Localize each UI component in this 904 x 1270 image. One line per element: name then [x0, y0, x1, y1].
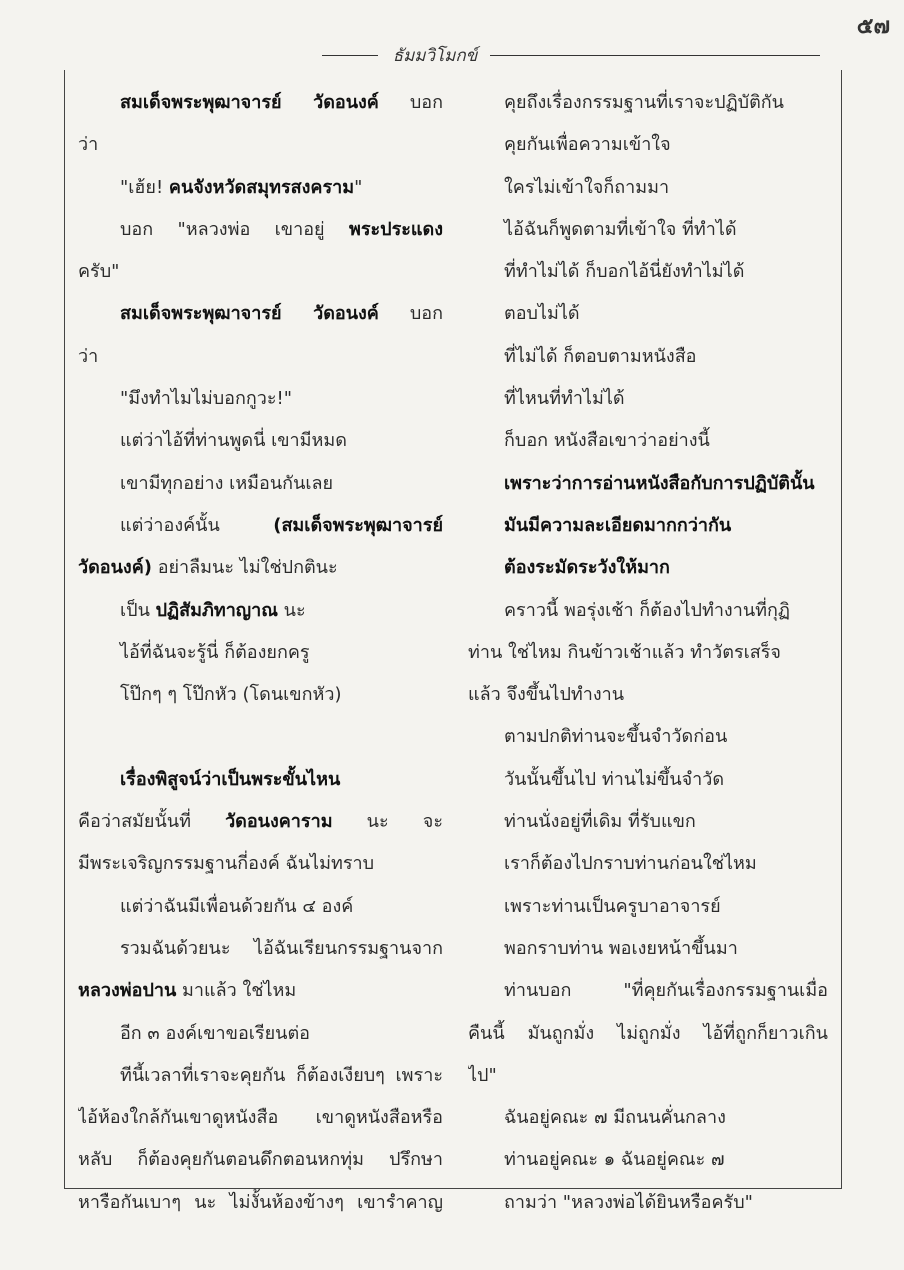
left-column: [78, 82, 443, 1224]
text-line: [78, 420, 443, 462]
text-line: [78, 674, 443, 716]
text-line: [78, 209, 443, 251]
text-segment: "มึงทำไมไม่บอกกูวะ!": [120, 388, 293, 410]
page-number: ๕๗: [856, 14, 890, 39]
bold-text: (สมเด็จพระพุฒาจารย์: [273, 514, 443, 536]
bold-text: สมเด็จพระพุฒาจารย์ วัดอนงค์: [120, 303, 379, 325]
text-line: [78, 1139, 443, 1181]
header-title: ธัมมวิโมกข์: [392, 46, 478, 66]
text-line: [468, 293, 828, 335]
text-segment: นะ: [277, 599, 306, 621]
running-header: [0, 42, 904, 72]
text-line: [468, 209, 828, 251]
text-line: [78, 547, 443, 589]
text-segment: คุยกันเพื่อความเข้าใจ: [504, 134, 671, 156]
bold-text: คนจังหวัดสมุทรสงคราม: [168, 176, 355, 198]
text-line: [78, 1055, 443, 1097]
text-segment: โป๊กๆ ๆ โป๊กหัว (โดนเขกหัว): [120, 684, 342, 706]
text-segment: ": [354, 176, 363, 198]
text-segment: หารือกันเบาๆ นะ ไม่งั้นห้องข้างๆ เขารำคาญ: [78, 1191, 443, 1213]
header-rule-right: [490, 55, 820, 56]
text-segment: ที่ทำไม่ได้ ก็บอกไอ้นี่ยังทำไม่ได้: [504, 261, 745, 283]
bold-text: วัดอนงค์): [78, 557, 152, 579]
text-line: [468, 759, 828, 801]
text-line: [78, 886, 443, 928]
text-line: [78, 970, 443, 1012]
text-line: [468, 336, 828, 378]
text-segment: ที่ไหนที่ทำไม่ได้: [504, 388, 625, 410]
text-segment: ตอบไม่ได้: [504, 303, 580, 325]
text-segment: เราก็ต้องไปกราบท่านก่อนใช่ไหม: [504, 853, 757, 875]
text-line: [468, 801, 828, 843]
text-line: [78, 759, 443, 801]
text-segment: ว่า: [78, 134, 99, 156]
text-segment: หลับ ก็ต้องคุยกันตอนดึกตอนหกทุ่ม ปรึกษา: [78, 1149, 443, 1171]
bold-text: พระประแดง: [348, 218, 443, 240]
text-segment: แต่ว่าไอ้ที่ท่านพูดนี่ เขามีหมด: [120, 430, 347, 452]
text-line: [468, 251, 828, 293]
text-line: [468, 1182, 828, 1224]
text-segment: แต่ว่าฉันมีเพื่อนด้วยกัน ๔ องค์: [120, 895, 354, 917]
text-line: [468, 928, 828, 970]
bold-text: เพราะว่าการอ่านหนังสือกับการปฏิบัตินั้น: [504, 472, 815, 494]
text-line: [468, 463, 828, 505]
text-line: [468, 82, 828, 124]
text-segment: ไอ้ฉันก็พูดตามที่เข้าใจ ที่ทำได้: [504, 218, 737, 240]
text-line: [78, 1013, 443, 1055]
text-segment: เป็น: [120, 599, 156, 621]
bold-text: มันมีความละเอียดมากกว่ากัน: [504, 514, 732, 536]
text-line: [468, 632, 828, 674]
text-segment: "เฮ้ย!: [120, 176, 169, 198]
text-segment: คือว่าสมัยนั้นที่: [78, 811, 226, 833]
text-segment: ตามปกติท่านจะขึ้นจำวัดก่อน: [504, 726, 728, 748]
text-segment: ฉันอยู่คณะ ๗ มีถนนคั่นกลาง: [504, 1107, 726, 1129]
text-line: [78, 251, 443, 293]
text-line: [78, 1182, 443, 1224]
text-line: [78, 124, 443, 166]
text-line: [468, 505, 828, 547]
text-line: [78, 716, 443, 758]
text-segment: อย่าลืมนะ ไม่ใช่ปกตินะ: [151, 557, 338, 579]
text-line: [78, 293, 443, 335]
text-line: [78, 378, 443, 420]
text-line: [468, 167, 828, 209]
text-segment: ท่านอยู่คณะ ๑ ฉันอยู่คณะ ๗: [504, 1149, 725, 1171]
text-line: [468, 674, 828, 716]
text-segment: บอก: [378, 92, 443, 113]
text-segment: ไป": [468, 1064, 497, 1086]
text-line: [468, 420, 828, 462]
text-line: [468, 843, 828, 885]
text-segment: คุยถึงเรื่องกรรมฐานที่เราจะปฏิบัติกัน: [504, 92, 784, 113]
text-line: [468, 547, 828, 589]
text-line: [468, 378, 828, 420]
text-segment: เขามีทุกอย่าง เหมือนกันเลย: [120, 472, 334, 494]
bold-text: หลวงพ่อปาน: [78, 980, 177, 1002]
bold-text: ปฏิสัมภิทาญาณ: [155, 599, 278, 621]
text-segment: คืนนี้ มันถูกมั่ง ไม่ถูกมั่ง ไอ้ที่ถูกก็ยาวเกิน: [468, 1022, 828, 1044]
text-segment: วันนั้นขึ้นไป ท่านไม่ขึ้นจำวัด: [504, 768, 725, 790]
text-line: [78, 928, 443, 970]
text-line: [78, 82, 443, 124]
text-line: [78, 843, 443, 885]
text-segment: มีพระเจริญกรรมฐานกี่องค์ ฉันไม่ทราบ: [78, 853, 375, 875]
text-line: [468, 970, 828, 1012]
text-segment: บอก "หลวงพ่อ เขาอยู่: [120, 218, 349, 240]
right-column: [468, 82, 828, 1224]
bold-text: สมเด็จพระพุฒาจารย์ วัดอนงค์: [120, 92, 379, 113]
text-segment: คราวนี้ พอรุ่งเช้า ก็ต้องไปทำงานที่กุฏิ: [504, 599, 790, 621]
text-line: [468, 1139, 828, 1181]
text-line: [468, 590, 828, 632]
text-segment: ว่า: [78, 345, 99, 367]
text-segment: ถามว่า "หลวงพ่อได้ยินหรือครับ": [504, 1191, 753, 1213]
text-line: [78, 1097, 443, 1139]
text-segment: แต่ว่าองค์นั้น: [120, 514, 274, 536]
text-line: [78, 505, 443, 547]
text-segment: อีก ๓ องค์เขาขอเรียนต่อ: [120, 1022, 310, 1044]
bold-text: ต้องระมัดระวังให้มาก: [504, 557, 670, 579]
text-segment: ก็บอก หนังสือเขาว่าอย่างนี้: [504, 430, 710, 452]
text-segment: ท่านบอก "ที่คุยกันเรื่องกรรมฐานเมื่อ: [504, 980, 828, 1002]
text-segment: รวมฉันด้วยนะ ไอ้ฉันเรียนกรรมฐานจาก: [120, 937, 443, 959]
text-segment: ใครไม่เข้าใจก็ถามมา: [504, 176, 670, 198]
bold-text: เรื่องพิสูจน์ว่าเป็นพระขั้นไหน: [120, 768, 341, 790]
text-segment: ไอ้ที่ฉันจะรู้นี่ ก็ต้องยกครู: [120, 641, 310, 663]
text-segment: มาแล้ว ใช่ไหม: [176, 980, 297, 1002]
text-line: [468, 886, 828, 928]
text-line: [78, 463, 443, 505]
bold-text: วัดอนงคาราม: [225, 811, 333, 833]
header-rule-left: [322, 55, 378, 56]
text-line: [78, 632, 443, 674]
text-line: [468, 1097, 828, 1139]
text-line: [78, 167, 443, 209]
text-segment: บอก: [378, 303, 443, 325]
text-line: [78, 590, 443, 632]
text-segment: ท่านนั่งอยู่ที่เดิม ที่รับแขก: [504, 811, 696, 833]
text-segment: ท่าน ใช่ไหม กินข้าวเช้าแล้ว ทำวัตรเสร็จ: [468, 641, 781, 663]
text-segment: ไอ้ห้องใกล้กันเขาดูหนังสือ เขาดูหนังสือหรือ: [78, 1107, 443, 1129]
text-line: [468, 716, 828, 758]
text-segment: ที่ไม่ได้ ก็ตอบตามหนังสือ: [504, 345, 697, 367]
text-segment: พอกราบท่าน พอเงยหน้าขึ้นมา: [504, 937, 738, 959]
text-line: [78, 336, 443, 378]
text-line: [78, 801, 443, 843]
text-line: [468, 1055, 828, 1097]
text-line: [468, 124, 828, 166]
text-segment: แล้ว จึงขึ้นไปทำงาน: [468, 684, 625, 706]
text-segment: เพราะท่านเป็นครูบาอาจารย์: [504, 895, 721, 917]
text-segment: นะ จะ: [332, 811, 443, 833]
text-line: [468, 1013, 828, 1055]
text-segment: ทีนี้เวลาที่เราจะคุยกัน ก็ต้องเงียบๆ เพราะ: [120, 1064, 443, 1086]
text-segment: ครับ": [78, 261, 120, 283]
